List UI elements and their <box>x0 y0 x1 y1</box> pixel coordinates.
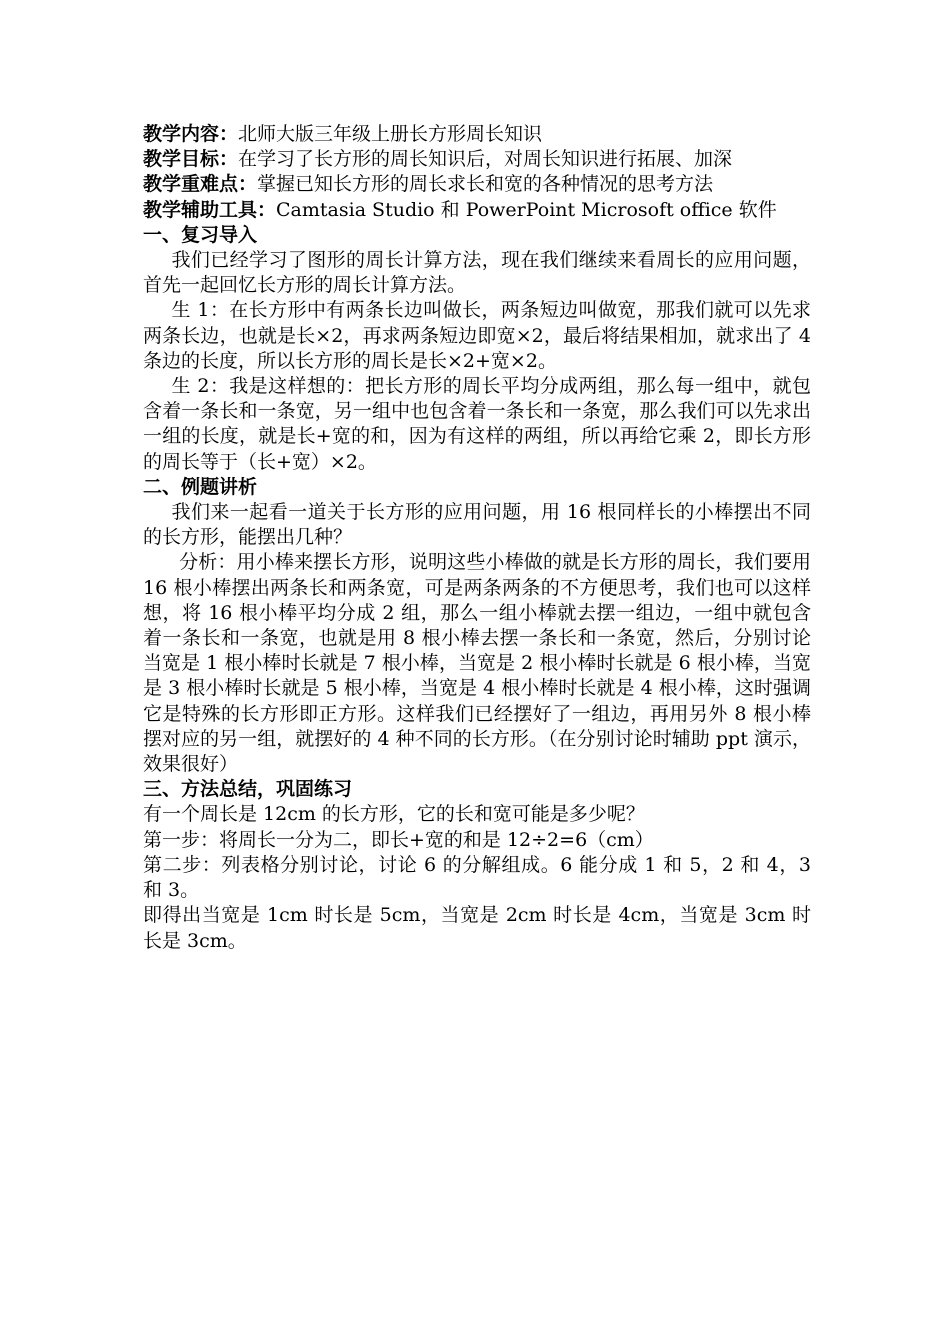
section-review-title: 一、复习导入 <box>143 223 258 246</box>
section-example-analysis: 分析：用小棒来摆长方形，说明这些小棒做的就是长方形的周长，我们要用 16 根小棒摆出两条长和两条宽，可是两条两条的不方便思考，我们也可以这样想，将 16 根小棒平均分成 2 组，那么一组小棒就去摆一组边，一组中就包含着一条长和一条宽，也就是用 8 根小棒去摆一条长和一条宽，然后，分别讨论当宽是 1 根小棒时长就是 7 根小棒，当宽是 2 根小棒时长就是 6 根小棒，当宽是 3 根小棒时长就是 5 根小棒，当宽是 4 根小棒时长就是 4 根小棒，这时强调它是特殊的长方形即正方形。这样我们已经摆好了一组边，再用另外 8 根小棒摆对应的另一组，就摆好的 4 种不同的长方形。（在分别讨论时辅助 ppt 演示，效果很好） <box>143 551 811 776</box>
teaching-tools-line <box>143 198 811 223</box>
section-summary-title: 三、方法总结，巩固练习 <box>143 778 353 801</box>
section-review-paragraph-3: 生 2：我是这样想的：把长方形的周长平均分成两组，那么每一组中，就包含着一条长和一条宽，另一组中也包含着一条长和一条宽，那么我们可以先求出一组的长度，就是长+宽的和，因为有这样的两组，所以再给它乘 2，即长方形的周长等于（长+宽）×2。 <box>143 375 811 473</box>
teaching-content-line <box>143 122 811 147</box>
section-example-paragraph-1: 我们来一起看一道关于长方形的应用问题，用 16 根同样长的小棒摆出不同的长方形，能摆出几种？ <box>143 501 811 549</box>
teaching-goal-value: 在学习了长方形的周长知识后，对周长知识进行拓展、加深 <box>238 148 733 171</box>
teaching-content-value: 北师大版三年级上册长方形周长知识 <box>238 123 543 145</box>
summary-conclusion: 即得出当宽是 1cm 时长是 5cm，当宽是 2cm 时长是 4cm，当宽是 3cm 时长是 3cm。 <box>143 904 811 952</box>
teaching-tools-label: 教学辅助工具： <box>143 198 277 221</box>
teaching-key-label: 教学重难点： <box>143 173 258 196</box>
teaching-goal-label: 教学目标： <box>143 148 239 171</box>
summary-step-2: 第二步：列表格分别讨论，讨论 6 的分解组成。6 能分成 1 和 5，2 和 4，3 和 3。 <box>143 853 811 902</box>
teaching-content-label: 教学内容： <box>143 123 239 145</box>
section-example-title: 二、例题讲析 <box>143 475 258 498</box>
teaching-goal-line <box>143 147 811 172</box>
teaching-key-value: 掌握已知长方形的周长求长和宽的各种情况的思考方法 <box>257 173 714 196</box>
summary-question: 有一个周长是 12cm 的长方形，它的长和宽可能是多少呢？ <box>143 803 645 826</box>
teaching-key-line <box>143 172 811 197</box>
section-review-paragraph-1: 我们已经学习了图形的周长计算方法，现在我们继续来看周长的应用问题，首先一起回忆长方形的周长计算方法。 <box>143 249 811 297</box>
section-review-paragraph-2: 生 1：在长方形中有两条长边叫做长，两条短边叫做宽，那我们就可以先求两条长边，也就是长×2，再求两条短边即宽×2，最后将结果相加，就求出了 4 条边的长度，所以长方形的周长是长×2+宽×2。 <box>143 299 811 372</box>
document-page <box>143 122 811 954</box>
summary-step-1: 第一步：将周长一分为二，即长+宽的和是 12÷2=6（cm） <box>143 828 654 851</box>
teaching-tools-value: Camtasia Studio 和 PowerPoint Microsoft office 软件 <box>276 198 777 221</box>
